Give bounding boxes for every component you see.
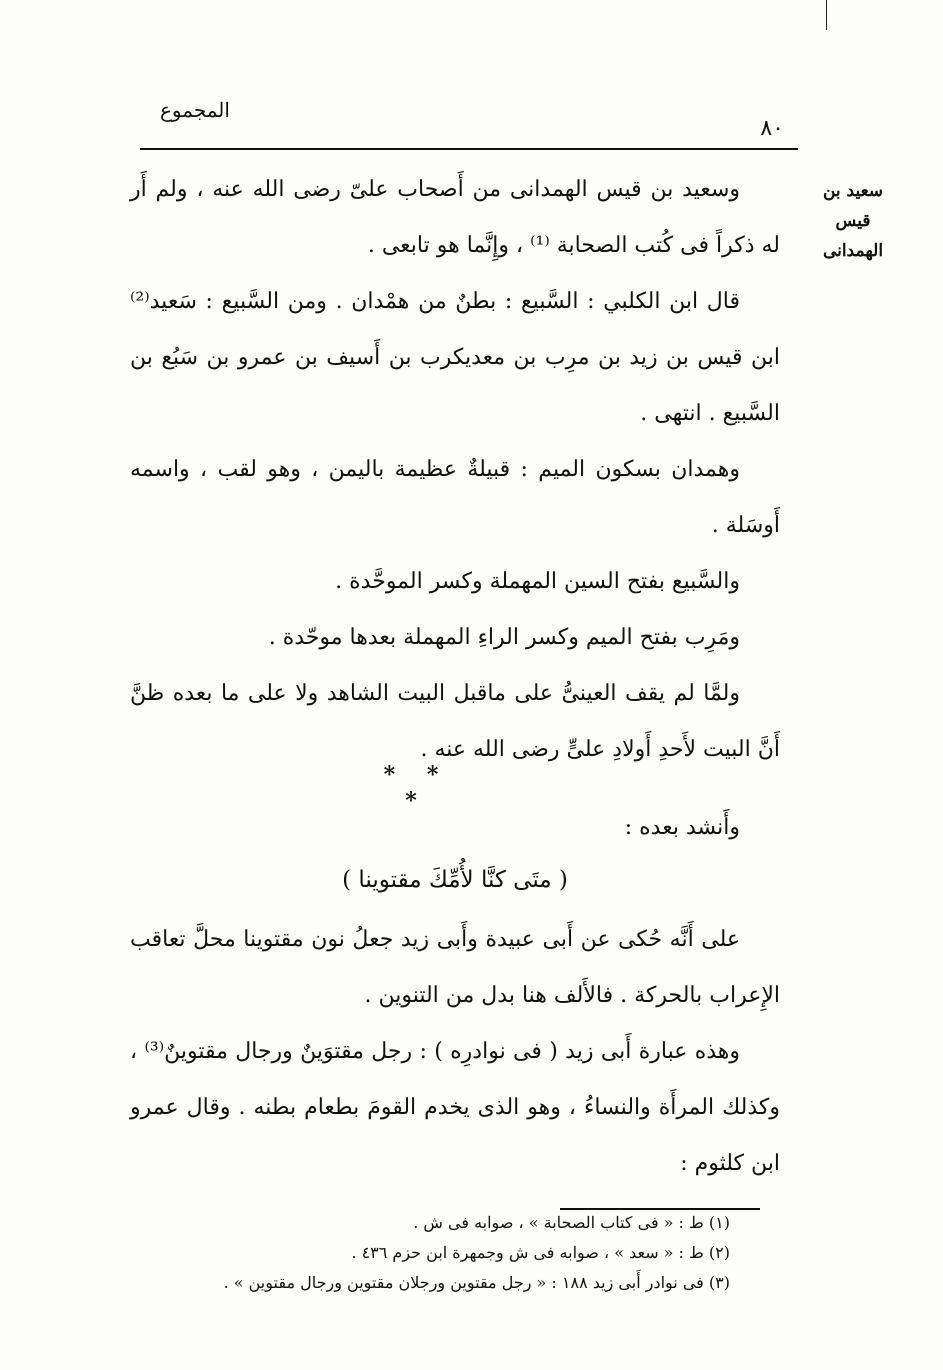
margin-note (806, 176, 900, 266)
section-separator: * * * (383, 762, 451, 814)
paragraph-1: وسعيد بن قيس الهمدانى من أَصحاب علىّ رضى الله عنه ، ولم أَر له ذكراً فى كُتب الصحابة ⁽¹⁾ ، وإِنَّما هو تابعى . (130, 177, 780, 258)
paragraph-6: ولمَّا لم يقف العينىُّ على ماقبل البيت الشاهد ولا على ما بعده ظنَّ أَنَّ البيت لأَحدِ أَولادِ علىٍّ رضى الله عنه . (130, 681, 780, 762)
margin-note-line-1: سعيد بن (822, 181, 884, 201)
paragraph-4: والسَّبيع بفتح السين المهملة وكسر الموحَّدة . (335, 569, 740, 594)
header-rule (140, 148, 798, 150)
intro-block (130, 800, 780, 856)
footnotes (130, 1208, 730, 1298)
running-title: المجموع (160, 98, 230, 122)
main-text-bottom (130, 912, 780, 1192)
page-number: ٨٠ (760, 116, 784, 141)
paragraph-2: قال ابن الكلبي : السَّبيع : بطنٌ من همْدان . ومن السَّبيع : سَعيد⁽²⁾ ابن قيس بن زيد بن مرِب بن معديكرب بن أَسيف بن عمرو بن سَبُع بن السَّبيع . انتهى . (130, 289, 780, 426)
paragraph-3: وهمدان بسكون الميم : قبيلةٌ عظيمة باليمن ، وهو لقب ، واسمه أَوسَلة . (130, 457, 780, 538)
verse-line: ( متَى كنَّا لأُمِّكَ مقتوينا ) (342, 867, 568, 893)
paragraph-7: على أَنَّه حُكى عن أَبى عبيدة وأَبى زيد جعلُ نون مقتوينا محلَّ تعاقب الإِعراب بالحركة . فالأَلف هنا بدل من التنوين . (130, 927, 780, 1008)
main-text-top (130, 162, 780, 778)
paragraph-8: وهذه عبارة أَبى زيد ( فى نوادرِه ) : رجل مقتوَينٌ ورجال مقتوينٌ⁽³⁾ ، وكذلك المرأَة والنساءُ ، وهو الذى يخدم القومَ بطعام بطنه . وقال عمرو ابن كلثوم : (130, 1039, 780, 1176)
running-head (140, 96, 798, 152)
paragraph-5: ومَرِب بفتح الميم وكسر الراءِ المهملة بعدها موحّدة . (268, 625, 740, 650)
intro-line: وأَنشد بعده : (624, 815, 740, 840)
footnote-1: (١) ط : « فى كتاب الصحابة » ، صوابه فى ش . (413, 1213, 730, 1232)
margin-note-line-2: قيس الهمدانى (822, 211, 884, 261)
footnote-3: (٣) فى نوادر أَبى زيد ١٨٨ : « رجل مقتوين ورجلان مقتوين ورجال مقتوين » . (223, 1273, 730, 1292)
scan-edge-line (826, 0, 827, 30)
footnote-2: (٢) ط : « سعد » ، صوابه فى ش وجمهرة ابن حزم ٤٣٦ . (351, 1243, 730, 1262)
